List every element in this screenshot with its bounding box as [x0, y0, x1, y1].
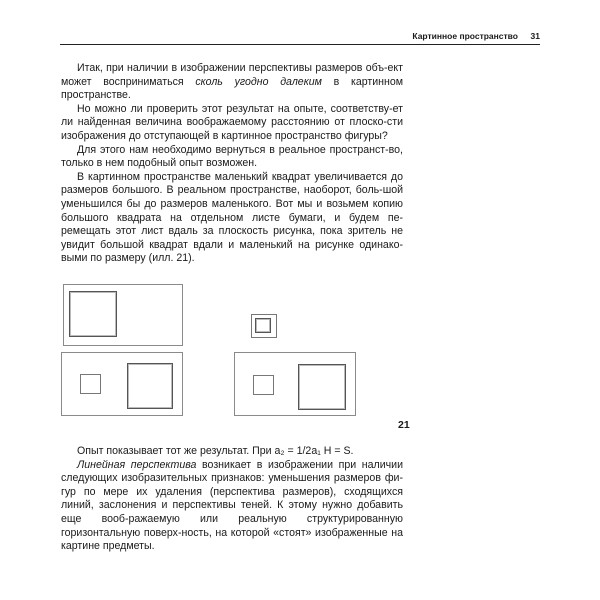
emphasis-text: Линейная перспектива — [77, 458, 197, 471]
figure-small-square — [253, 375, 274, 395]
emphasis-text: сколь угодно далеким — [195, 75, 322, 88]
paragraph: Но можно ли проверить этот результат на опыте, соответству-ет ли найденная величина воображаемому расстоянию от плоско-сти изображения до отступающей в картинное пространство фигуры? — [61, 102, 403, 142]
body-text-top — [61, 62, 403, 266]
page-number: 31 — [530, 31, 540, 41]
figure-small-square — [80, 374, 101, 394]
figure-small-square-inner — [255, 318, 271, 333]
paragraph: Итак, при наличии в изображении перспективы размеров объ-ект может восприниматься сколь угодно далеким в картинном пространстве. — [61, 62, 404, 102]
figure-large-square — [127, 363, 173, 409]
figure-large-square — [298, 364, 346, 410]
running-header-title: Картинное пространство — [412, 31, 518, 41]
paragraph: Опыт показывает тот же результат. При a₂ = 1/2a₁ H = S. — [77, 445, 354, 457]
running-header — [60, 30, 540, 45]
figure-label: 21 — [398, 419, 410, 431]
paragraph: В картинном пространстве маленький квадрат увеличивается до размеров большого. В реальном пространстве, наоборот, боль-шой уменьшился бы до размеров маленького. Вот мы и возьмем копию большого квадрата на отдельном листе бумаги, и будем пе-ремещать этот лист вдаль за плоскость рисунка, пока зритель не увидит большой квадрат вдали и маленький на рисунке одинако-выми по размеру (илл. 21). — [61, 170, 403, 265]
body-text-bottom — [61, 445, 403, 554]
paragraph: Линейная перспектива возникает в изображении при наличии следующих изобразительных признаков: уменьшения размеров фи-гур по мере их удаления (перспектива размеров), сходящихся линий, заслонения и перспективы теней. К этому нужно добавить еще вооб-ражаемую или реальную структурированную горизонтальную поверх-ность, на которой «стоят» изображенные на картине предметы. — [61, 458, 403, 553]
paragraph: Для этого нам необходимо вернуться в реальное пространст-во, только в нем подобный опыт возможен. — [61, 143, 403, 170]
illustration-21 — [60, 284, 360, 420]
figure-large-square — [69, 291, 117, 337]
